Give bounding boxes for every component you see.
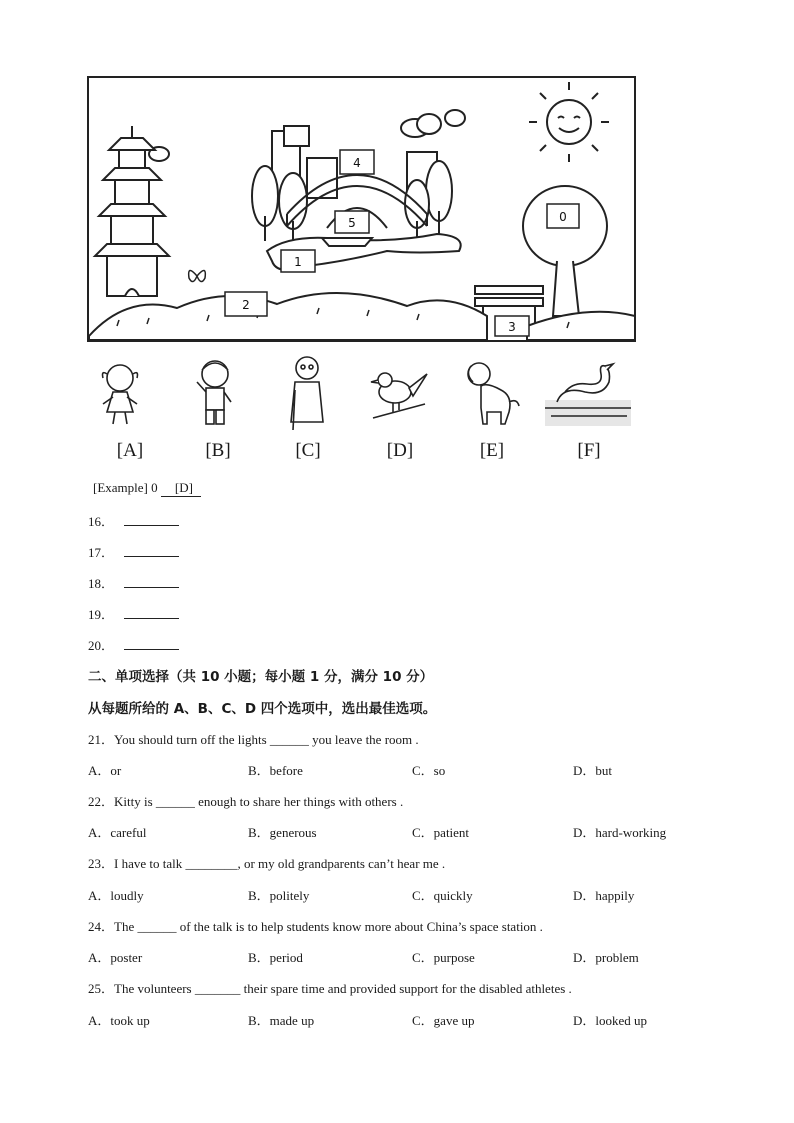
scene-box-3 <box>495 316 529 336</box>
option-c[interactable]: C．purpose <box>412 950 475 965</box>
figure-e <box>457 352 527 462</box>
figure-label: [E] <box>479 440 505 461</box>
answer-line-17 <box>88 542 179 561</box>
svg-text:4: 4 <box>353 156 361 170</box>
girl-icon <box>95 352 165 432</box>
scene-box-1 <box>281 250 315 272</box>
option-d[interactable]: D．problem <box>573 950 639 965</box>
question-stem: 24．The ______ of the talk is to help students know more about China’s space station . <box>88 919 543 934</box>
option-c[interactable]: C．quickly <box>412 888 473 903</box>
figure-label: [C] <box>295 440 321 461</box>
old-woman-icon <box>273 352 343 432</box>
option-a[interactable]: A．or <box>88 763 122 778</box>
answer-line-18 <box>88 573 179 592</box>
option-d[interactable]: D．but <box>573 763 613 778</box>
boat-icon <box>322 238 372 246</box>
svg-text:1: 1 <box>294 255 302 269</box>
option-a[interactable]: A．loudly <box>88 888 144 903</box>
answer-blank[interactable] <box>124 513 179 526</box>
question-number: 20． <box>88 638 115 653</box>
bird-icon <box>365 352 435 432</box>
figure-label: [B] <box>205 440 231 461</box>
answer-line-20 <box>88 635 179 654</box>
question-number: 17． <box>88 545 115 560</box>
option-d[interactable]: D．hard-working <box>573 825 667 840</box>
answer-blank[interactable] <box>124 637 179 650</box>
example-line <box>93 480 201 497</box>
scene-box-5 <box>335 211 369 233</box>
park-scene-picture <box>87 76 636 342</box>
swan-icon <box>543 352 635 432</box>
option-c[interactable]: C．gave up <box>412 1013 475 1028</box>
answer-blank[interactable] <box>124 575 179 588</box>
question-number: 16． <box>88 514 115 529</box>
figure-b <box>183 352 253 462</box>
question-stem: 25．The volunteers _______ their spare time and provided support for the disabled athletes . <box>88 981 572 996</box>
example-answer: [D] <box>161 480 201 497</box>
figure-label: [D] <box>386 440 414 461</box>
section-title: 二、单项选择（共 10 小题；每小题 1 分，满分 10 分） <box>88 669 434 685</box>
scene-box-2 <box>225 292 267 316</box>
svg-text:2: 2 <box>242 298 250 312</box>
figure-c <box>273 352 343 462</box>
option-b[interactable]: B．politely <box>248 888 310 903</box>
figure-d <box>365 352 435 462</box>
option-d[interactable]: D．looked up <box>573 1013 648 1028</box>
svg-text:0: 0 <box>559 210 567 224</box>
question-options <box>88 760 708 778</box>
option-a[interactable]: A．careful <box>88 825 147 840</box>
question-options <box>88 822 708 840</box>
boy-icon <box>183 352 253 432</box>
question-number: 19． <box>88 607 115 622</box>
figure-label: [A] <box>116 440 144 461</box>
dog-icon <box>457 352 527 432</box>
question-stem: 23．I have to talk ________, or my old grandparents can’t hear me . <box>88 856 446 871</box>
section-instruction: 从每题所给的 A、B、C、D 四个选项中，选出最佳选项。 <box>88 701 437 717</box>
figure-options-row <box>95 352 635 462</box>
option-a[interactable]: A．poster <box>88 950 143 965</box>
answer-line-19 <box>88 604 179 623</box>
example-prefix: [Example] 0 <box>93 480 158 495</box>
option-d[interactable]: D．happily <box>573 888 635 903</box>
question-options <box>88 885 708 903</box>
scene-box-0 <box>547 204 579 228</box>
answer-blank[interactable] <box>124 606 179 619</box>
option-c[interactable]: C．so <box>412 763 446 778</box>
figure-label: [F] <box>577 440 601 461</box>
option-b[interactable]: B．period <box>248 950 303 965</box>
question-options <box>88 1010 708 1028</box>
option-a[interactable]: A．took up <box>88 1013 150 1028</box>
svg-text:5: 5 <box>348 216 356 230</box>
option-b[interactable]: B．before <box>248 763 303 778</box>
answer-blank[interactable] <box>124 544 179 557</box>
question-stem: 22．Kitty is ______ enough to share her things with others . <box>88 794 404 809</box>
figure-f <box>543 352 635 462</box>
option-c[interactable]: C．patient <box>412 825 470 840</box>
option-b[interactable]: B．generous <box>248 825 317 840</box>
scene-box-4 <box>340 150 374 174</box>
question-options <box>88 947 708 965</box>
svg-text:3: 3 <box>508 320 516 334</box>
figure-a <box>95 352 165 462</box>
answer-line-16 <box>88 511 179 530</box>
option-b[interactable]: B．made up <box>248 1013 315 1028</box>
question-number: 18． <box>88 576 115 591</box>
question-stem: 21．You should turn off the lights ______ you leave the room . <box>88 732 419 747</box>
